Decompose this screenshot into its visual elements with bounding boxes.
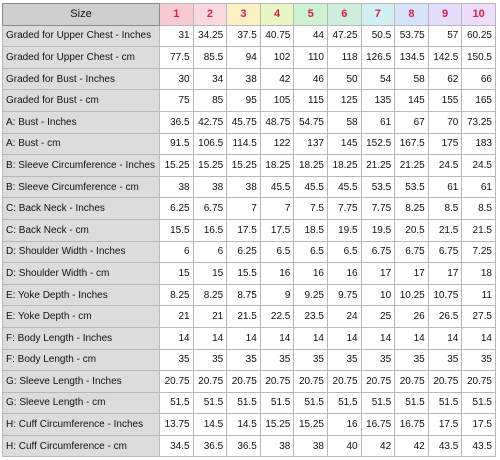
measurement-cell: 27.5 [462,306,496,328]
measurement-cell: 8.25 [395,198,429,220]
measurement-cell: 7.5 [294,198,328,220]
size-header-10: 10 [462,4,496,26]
measurement-cell: 23.5 [294,306,328,328]
measurement-cell: 115 [294,90,328,112]
row-label: E: Yoke Depth - cm [3,306,160,328]
measurement-cell: 20.75 [160,371,194,393]
measurement-cell: 50 [327,68,361,90]
table-row [3,414,496,436]
measurement-cell: 20.75 [193,371,227,393]
measurement-cell: 6.75 [395,241,429,263]
measurement-cell: 14 [227,327,261,349]
measurement-cell: 50.5 [361,25,395,47]
row-label: A: Bust - cm [3,133,160,155]
measurement-cell: 66 [462,68,496,90]
measurement-cell: 38 [260,435,294,457]
measurement-cell: 38 [193,176,227,198]
table-row [3,284,496,306]
row-label: D: Shoulder Width - cm [3,263,160,285]
row-label: F: Body Length - cm [3,349,160,371]
measurement-cell: 24.5 [462,155,496,177]
measurement-cell: 18.25 [260,155,294,177]
size-header-5: 5 [294,4,328,26]
measurement-cell: 85 [193,90,227,112]
measurement-cell: 14 [428,327,462,349]
measurement-cell: 45.5 [327,176,361,198]
measurement-cell: 38 [227,176,261,198]
size-header-9: 9 [428,4,462,26]
measurement-cell: 47.25 [327,25,361,47]
measurement-cell: 14 [160,327,194,349]
measurement-cell: 102 [260,47,294,69]
measurement-cell: 14 [462,327,496,349]
size-header-1: 1 [160,4,194,26]
measurement-cell: 6.5 [327,241,361,263]
measurement-cell: 70 [428,111,462,133]
measurement-cell: 30 [160,68,194,90]
measurement-cell: 20.75 [395,371,429,393]
measurement-cell: 6.75 [428,241,462,263]
measurement-cell: 118 [327,47,361,69]
measurement-cell: 16 [327,263,361,285]
measurement-cell: 34.5 [160,435,194,457]
measurement-cell: 150.5 [462,47,496,69]
table-row [3,371,496,393]
measurement-cell: 34 [193,68,227,90]
measurement-cell: 6.75 [193,198,227,220]
measurement-cell: 75 [160,90,194,112]
measurement-cell: 95 [227,90,261,112]
measurement-cell: 7 [227,198,261,220]
table-row [3,349,496,371]
measurement-cell: 85.5 [193,47,227,69]
size-chart-body [3,25,496,457]
size-corner-header: Size [3,4,160,26]
row-label: Graded for Upper Chest - cm [3,47,160,69]
table-row [3,435,496,457]
measurement-cell: 51.5 [294,392,328,414]
measurement-cell: 165 [462,90,496,112]
measurement-cell: 122 [260,133,294,155]
measurement-cell: 175 [428,133,462,155]
measurement-cell: 6 [193,241,227,263]
measurement-cell: 48.75 [260,111,294,133]
measurement-cell: 134.5 [395,47,429,69]
row-label: C: Back Neck - cm [3,219,160,241]
measurement-cell: 16.75 [361,414,395,436]
measurement-cell: 17.5 [227,219,261,241]
measurement-cell: 17 [361,263,395,285]
table-row [3,25,496,47]
measurement-cell: 31 [160,25,194,47]
measurement-cell: 17.5 [260,219,294,241]
measurement-cell: 18.5 [294,219,328,241]
table-row [3,111,496,133]
measurement-cell: 6.5 [294,241,328,263]
table-row [3,198,496,220]
measurement-cell: 9.25 [294,284,328,306]
measurement-cell: 58 [395,68,429,90]
measurement-cell: 155 [428,90,462,112]
row-label: C: Back Neck - Inches [3,198,160,220]
size-chart-container [2,3,496,457]
measurement-cell: 26 [395,306,429,328]
measurement-cell: 14.5 [227,414,261,436]
measurement-cell: 42 [260,68,294,90]
measurement-cell: 167.5 [395,133,429,155]
row-label: E: Yoke Depth - Inches [3,284,160,306]
measurement-cell: 58 [327,111,361,133]
measurement-cell: 36.5 [193,435,227,457]
measurement-cell: 14 [361,327,395,349]
measurement-cell: 36.5 [160,111,194,133]
measurement-cell: 35 [462,349,496,371]
measurement-cell: 20.75 [227,371,261,393]
measurement-cell: 67 [395,111,429,133]
measurement-cell: 17.5 [428,414,462,436]
size-header-2: 2 [193,4,227,26]
table-row [3,68,496,90]
row-label: Graded for Bust - Inches [3,68,160,90]
measurement-cell: 8.5 [462,198,496,220]
measurement-cell: 21 [160,306,194,328]
measurement-cell: 35 [227,349,261,371]
measurement-cell: 57 [428,25,462,47]
measurement-cell: 183 [462,133,496,155]
measurement-cell: 7.75 [361,198,395,220]
measurement-cell: 18 [462,263,496,285]
measurement-cell: 137 [294,133,328,155]
measurement-cell: 6.75 [361,241,395,263]
measurement-cell: 17 [395,263,429,285]
measurement-cell: 42 [395,435,429,457]
measurement-cell: 51.5 [260,392,294,414]
measurement-cell: 20.75 [260,371,294,393]
measurement-cell: 19.5 [361,219,395,241]
measurement-cell: 42 [361,435,395,457]
measurement-cell: 16.75 [395,414,429,436]
measurement-cell: 20.75 [428,371,462,393]
measurement-cell: 15 [160,263,194,285]
measurement-cell: 51.5 [227,392,261,414]
measurement-cell: 20.75 [327,371,361,393]
measurement-cell: 7.75 [327,198,361,220]
row-label: B: Sleeve Circumference - cm [3,176,160,198]
measurement-cell: 34.25 [193,25,227,47]
measurement-cell: 35 [327,349,361,371]
measurement-cell: 114.5 [227,133,261,155]
measurement-cell: 15.25 [260,414,294,436]
row-label: H: Cuff Circumference - cm [3,435,160,457]
measurement-cell: 62 [428,68,462,90]
measurement-cell: 10.25 [395,284,429,306]
table-row [3,176,496,198]
measurement-cell: 105 [260,90,294,112]
measurement-cell: 15.5 [160,219,194,241]
measurement-cell: 21.5 [428,219,462,241]
measurement-cell: 20.75 [462,371,496,393]
measurement-cell: 10.75 [428,284,462,306]
measurement-cell: 6.5 [260,241,294,263]
measurement-cell: 35 [361,349,395,371]
table-row [3,241,496,263]
measurement-cell: 8.25 [193,284,227,306]
measurement-cell: 20.75 [361,371,395,393]
measurement-cell: 126.5 [361,47,395,69]
measurement-cell: 7 [260,198,294,220]
measurement-cell: 40 [327,435,361,457]
measurement-cell: 15.25 [160,155,194,177]
row-label: H: Cuff Circumference - Inches [3,414,160,436]
measurement-cell: 15 [193,263,227,285]
measurement-cell: 14 [260,327,294,349]
measurement-cell: 21.5 [462,219,496,241]
measurement-cell: 25 [361,306,395,328]
row-label: Graded for Upper Chest - Inches [3,25,160,47]
measurement-cell: 18.25 [294,155,328,177]
measurement-cell: 21.25 [361,155,395,177]
row-label: G: Sleeve Length - Inches [3,371,160,393]
measurement-cell: 77.5 [160,47,194,69]
row-label: A: Bust - Inches [3,111,160,133]
measurement-cell: 15.25 [294,414,328,436]
measurement-cell: 14 [193,327,227,349]
measurement-cell: 16.5 [193,219,227,241]
measurement-cell: 15.5 [227,263,261,285]
table-row [3,47,496,69]
measurement-cell: 51.5 [361,392,395,414]
measurement-cell: 36.5 [227,435,261,457]
measurement-cell: 53.5 [395,176,429,198]
measurement-cell: 35 [294,349,328,371]
row-label: F: Body Length - Inches [3,327,160,349]
measurement-cell: 142.5 [428,47,462,69]
measurement-cell: 145 [395,90,429,112]
measurement-cell: 22.5 [260,306,294,328]
table-row [3,155,496,177]
measurement-cell: 35 [428,349,462,371]
measurement-cell: 16 [327,414,361,436]
measurement-cell: 9.75 [327,284,361,306]
measurement-cell: 35 [260,349,294,371]
table-row [3,392,496,414]
size-header-4: 4 [260,4,294,26]
measurement-cell: 51.5 [428,392,462,414]
measurement-cell: 21 [193,306,227,328]
measurement-cell: 38 [227,68,261,90]
measurement-cell: 53.5 [361,176,395,198]
table-row [3,90,496,112]
measurement-cell: 145 [327,133,361,155]
measurement-cell: 61 [361,111,395,133]
measurement-cell: 60.25 [462,25,496,47]
measurement-cell: 7.25 [462,241,496,263]
measurement-cell: 35 [193,349,227,371]
measurement-cell: 125 [327,90,361,112]
header-row [3,4,496,26]
measurement-cell: 24 [327,306,361,328]
measurement-cell: 9 [260,284,294,306]
size-header-8: 8 [395,4,429,26]
measurement-cell: 35 [160,349,194,371]
measurement-cell: 19.5 [327,219,361,241]
measurement-cell: 20.5 [395,219,429,241]
measurement-cell: 6.25 [160,198,194,220]
measurement-cell: 14.5 [193,414,227,436]
row-label: G: Sleeve Length - cm [3,392,160,414]
table-row [3,263,496,285]
measurement-cell: 8.75 [227,284,261,306]
measurement-cell: 51.5 [395,392,429,414]
measurement-cell: 54.75 [294,111,328,133]
measurement-cell: 38 [294,435,328,457]
measurement-cell: 106.5 [193,133,227,155]
measurement-cell: 18.25 [327,155,361,177]
measurement-cell: 42.75 [193,111,227,133]
measurement-cell: 17.5 [462,414,496,436]
measurement-cell: 43.5 [428,435,462,457]
measurement-cell: 14 [395,327,429,349]
measurement-cell: 6 [160,241,194,263]
measurement-cell: 8.5 [428,198,462,220]
table-row [3,133,496,155]
measurement-cell: 51.5 [327,392,361,414]
size-header-3: 3 [227,4,261,26]
measurement-cell: 73.25 [462,111,496,133]
measurement-cell: 40.75 [260,25,294,47]
size-chart-table [2,3,496,457]
measurement-cell: 15.25 [193,155,227,177]
measurement-cell: 94 [227,47,261,69]
measurement-cell: 51.5 [160,392,194,414]
measurement-cell: 21.25 [395,155,429,177]
measurement-cell: 15.25 [227,155,261,177]
measurement-cell: 26.5 [428,306,462,328]
measurement-cell: 38 [160,176,194,198]
size-header-6: 6 [327,4,361,26]
measurement-cell: 8.25 [160,284,194,306]
measurement-cell: 44 [294,25,328,47]
measurement-cell: 51.5 [462,392,496,414]
measurement-cell: 14 [294,327,328,349]
measurement-cell: 20.75 [294,371,328,393]
row-label: D: Shoulder Width - Inches [3,241,160,263]
measurement-cell: 45.5 [294,176,328,198]
measurement-cell: 91.5 [160,133,194,155]
measurement-cell: 16 [294,263,328,285]
measurement-cell: 17 [428,263,462,285]
row-label: B: Sleeve Circumference - Inches [3,155,160,177]
measurement-cell: 46 [294,68,328,90]
measurement-cell: 61 [462,176,496,198]
measurement-cell: 51.5 [193,392,227,414]
measurement-cell: 16 [260,263,294,285]
table-row [3,219,496,241]
measurement-cell: 45.75 [227,111,261,133]
table-row [3,306,496,328]
measurement-cell: 45.5 [260,176,294,198]
table-row [3,327,496,349]
measurement-cell: 24.5 [428,155,462,177]
measurement-cell: 43.5 [462,435,496,457]
measurement-cell: 35 [395,349,429,371]
measurement-cell: 11 [462,284,496,306]
measurement-cell: 53.75 [395,25,429,47]
measurement-cell: 10 [361,284,395,306]
measurement-cell: 21.5 [227,306,261,328]
measurement-cell: 13.75 [160,414,194,436]
measurement-cell: 110 [294,47,328,69]
measurement-cell: 152.5 [361,133,395,155]
measurement-cell: 14 [327,327,361,349]
measurement-cell: 54 [361,68,395,90]
measurement-cell: 61 [428,176,462,198]
measurement-cell: 37.5 [227,25,261,47]
measurement-cell: 6.25 [227,241,261,263]
row-label: Graded for Bust - cm [3,90,160,112]
size-header-7: 7 [361,4,395,26]
measurement-cell: 135 [361,90,395,112]
